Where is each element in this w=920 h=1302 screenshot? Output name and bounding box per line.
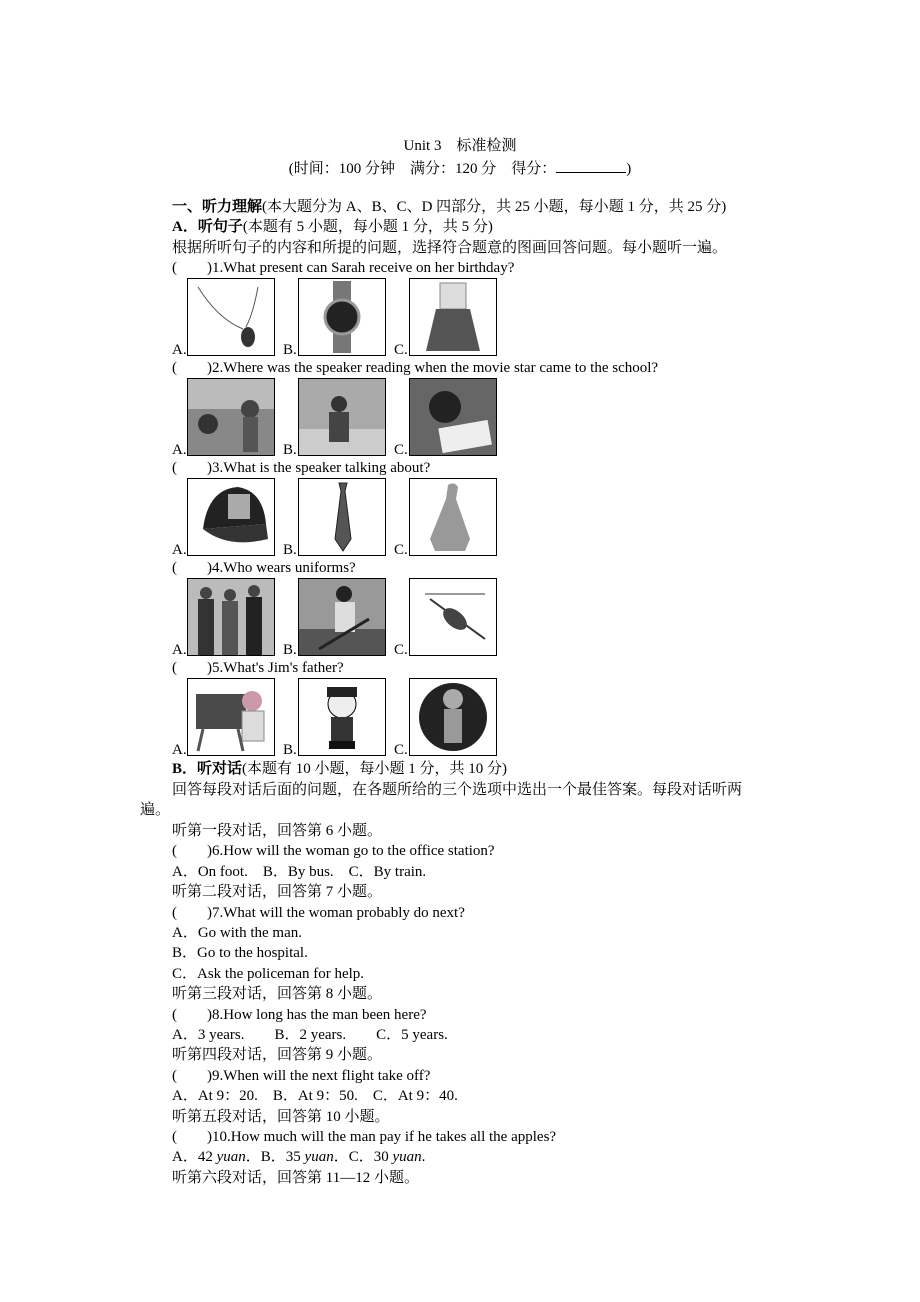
watch-image[interactable] (298, 278, 386, 356)
option-b: ．B．35 (245, 1149, 305, 1166)
question-3 (172, 459, 430, 477)
answer-blank[interactable]: ( ) (172, 1129, 212, 1145)
answer-options: A．3 years. B．2 years. C．5 years. (172, 1027, 448, 1043)
question (172, 904, 465, 922)
part-b-instruction-cont: 遍。 (140, 802, 171, 818)
dialogue-intro: 听第一段对话，回答第 6 小题。 (172, 823, 383, 839)
option-label: C. (394, 542, 408, 558)
question-5 (172, 659, 344, 677)
section-note: (本大题分为 A、B、C、D 四部分，共 25 小题，每小题 1 分，共 25 分) (262, 199, 727, 215)
answer-options: A．At 9：20. B．At 9：50. C．At 9：40. (172, 1088, 458, 1105)
dialogue-intro: 听第六段对话，回答第 11—12 小题。 (172, 1169, 419, 1186)
question-text: 3.What is the speaker talking about? (212, 460, 431, 476)
unit: yuan (304, 1149, 334, 1166)
option-a: A．42 (172, 1149, 217, 1166)
question-text: 5.What's Jim's father? (212, 660, 344, 676)
necklace-image[interactable] (187, 278, 275, 356)
policeman-image[interactable] (298, 678, 386, 756)
answer-options: C．Ask the policeman for help. (172, 965, 365, 982)
answer-blank[interactable]: ( ) (172, 904, 212, 921)
section-title: 一、听力理解 (172, 199, 263, 215)
question-text: 2.Where was the speaker reading when the movie star came to the school? (212, 360, 659, 376)
option-label: C. (394, 342, 408, 358)
question (172, 1006, 427, 1024)
business-people-image[interactable] (187, 578, 275, 656)
option-label: C. (394, 742, 408, 758)
answer-options: B．Go to the hospital. (172, 945, 308, 962)
exam-info (0, 158, 920, 178)
option-label: B. (283, 742, 297, 758)
question (172, 1128, 556, 1146)
teacher-image[interactable] (187, 678, 275, 756)
option-label: B. (283, 542, 297, 558)
question-text: 4.Who wears uniforms? (212, 560, 356, 576)
question (172, 1067, 430, 1085)
option-label: C. (394, 642, 408, 658)
unit: yuan (216, 1149, 246, 1166)
part-a-heading (172, 218, 493, 236)
dress-image[interactable] (409, 278, 497, 356)
unit: yuan (392, 1149, 422, 1166)
question-text: 10.How much will the man pay if he takes all the apples? (212, 1129, 557, 1145)
question-text: 1.What present can Sarah receive on her birthday? (212, 260, 515, 276)
answer-blank[interactable]: ( ) (172, 460, 212, 476)
dialogue-intro: 听第五段对话，回答第 10 小题。 (172, 1108, 390, 1125)
dialogue-intro: 听第三段对话，回答第 8 小题。 (172, 986, 383, 1003)
question-4 (172, 559, 356, 577)
question-2 (172, 359, 658, 377)
part-b-instruction: 回答每段对话后面的问题，在各题所给的三个选项中选出一个最佳答案。每段对话听两 (172, 782, 743, 798)
option-label: A. (172, 442, 187, 458)
skirt-image[interactable] (409, 478, 497, 556)
question-text: 6.How will the woman go to the office station? (212, 843, 495, 860)
cartoon-figure-image[interactable] (409, 678, 497, 756)
classroom-image[interactable] (187, 378, 275, 456)
worker-image[interactable] (298, 578, 386, 656)
answer-blank[interactable]: ( ) (172, 843, 212, 860)
option-label: B. (283, 442, 297, 458)
answer-blank[interactable]: ( ) (172, 1067, 212, 1084)
period: . (421, 1149, 426, 1166)
option-label: A. (172, 342, 187, 358)
desk-image[interactable] (409, 378, 497, 456)
question (172, 842, 495, 860)
exam-info-text: (时间：100 分钟 满分：120 分 得分： (288, 161, 557, 177)
section-heading (172, 198, 726, 216)
question-1 (172, 259, 514, 277)
document-title: Unit 3 标准检测 (403, 138, 517, 154)
answer-blank[interactable]: ( ) (172, 660, 212, 676)
score-blank[interactable] (556, 158, 626, 173)
playground-image[interactable] (298, 378, 386, 456)
question-text: 8.How long has the man been here? (212, 1006, 427, 1023)
answer-blank[interactable]: ( ) (172, 1006, 212, 1023)
part-a-instruction: 根据所听句子的内容和所提的问题，选择符合题意的图画回答问题。每小题听一遍。 (172, 240, 728, 256)
dialogue-intro: 听第二段对话，回答第 7 小题。 (172, 884, 383, 901)
pole-vaulter-image[interactable] (409, 578, 497, 656)
part-b-title: B．听对话 (172, 761, 243, 777)
exam-info-close: ) (626, 161, 632, 177)
option-label: C. (394, 442, 408, 458)
option-label: A. (172, 642, 187, 658)
answer-options: A．On foot. B．By bus. C．By train. (172, 863, 427, 880)
part-b-note: (本题有 10 小题，每小题 1 分，共 10 分) (242, 761, 508, 777)
answer-blank[interactable]: ( ) (172, 260, 212, 276)
option-label: A. (172, 542, 187, 558)
option-c: ．C．30 (333, 1149, 393, 1166)
option-label: B. (283, 342, 297, 358)
option-label: B. (283, 642, 297, 658)
part-a-title: A．听句子 (172, 219, 243, 235)
dialogue-intro: 听第四段对话，回答第 9 小题。 (172, 1047, 383, 1064)
part-a-note: (本题有 5 小题，每小题 1 分，共 5 分) (242, 219, 493, 235)
question-text: 9.When will the next flight take off? (212, 1067, 431, 1084)
answer-blank[interactable]: ( ) (172, 560, 212, 576)
answer-options (172, 1148, 425, 1166)
cap-image[interactable] (187, 478, 275, 556)
part-b-heading (172, 760, 507, 778)
tie-image[interactable] (298, 478, 386, 556)
answer-options: A．Go with the man. (172, 925, 302, 941)
option-label: A. (172, 742, 187, 758)
answer-blank[interactable]: ( ) (172, 360, 212, 376)
question-text: 7.What will the woman probably do next? (212, 904, 465, 921)
